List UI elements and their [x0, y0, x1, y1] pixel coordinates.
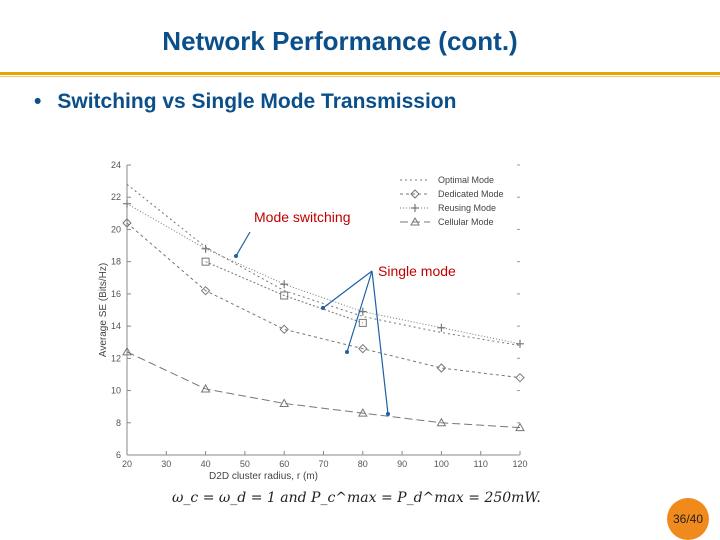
series-point-diamond	[280, 325, 288, 333]
x-tick-label: 50	[239, 459, 250, 469]
x-tick-label: 100	[433, 459, 449, 469]
x-tick-label: 30	[161, 459, 172, 469]
series-line-3	[127, 352, 520, 428]
bullet-text: Switching vs Single Mode Transmission	[57, 90, 457, 113]
bullet-dot-icon: •	[34, 90, 42, 113]
formula-text: ω_c = ω_d = 1 and P_c^max = P_d^max = 250mW.	[172, 490, 541, 506]
x-tick-label: 60	[279, 459, 290, 469]
series-line-1	[127, 223, 520, 378]
y-tick-label: 18	[110, 256, 121, 267]
callout-arrow-head	[234, 254, 238, 258]
x-tick-label: 40	[200, 459, 211, 469]
legend-label: Dedicated Mode	[438, 189, 504, 199]
y-tick-label: 20	[110, 224, 121, 235]
series-point-plus	[202, 245, 210, 253]
series-point-plus	[411, 204, 419, 212]
y-tick-label: 16	[110, 288, 121, 299]
y-tick-label: 6	[115, 450, 121, 460]
legend-label: Reusing Mode	[438, 203, 497, 213]
callout-arrow-head	[321, 306, 325, 310]
y-tick-label: 10	[110, 385, 121, 396]
x-tick-label: 80	[357, 459, 368, 469]
callout-arrow-single	[323, 271, 372, 308]
series-point-plus	[123, 200, 131, 208]
y-tick-label: 12	[110, 353, 121, 364]
callout-arrow-single	[347, 271, 372, 352]
y-axis-label: Average SE (Bits/Hz)	[98, 262, 109, 358]
slide-title: Network Performance (cont.)	[162, 26, 518, 56]
x-tick-label: 120	[512, 459, 528, 469]
callout-arrow-switching	[236, 232, 250, 256]
series-point-plus	[437, 324, 445, 332]
y-tick-label: 8	[115, 417, 121, 428]
x-tick-label: 20	[121, 459, 133, 469]
y-tick-label: 24	[110, 160, 121, 170]
callout-arrow-head	[386, 412, 390, 416]
y-tick-label: 14	[110, 321, 121, 332]
legend-label: Optimal Mode	[438, 175, 495, 185]
x-axis-label: D2D cluster radius, r (m)	[209, 471, 318, 482]
x-tick-label: 110	[473, 459, 488, 469]
callout-single-mode: Single mode	[378, 263, 456, 279]
series-point-plus	[516, 340, 524, 348]
callout-arrow-head	[345, 350, 349, 354]
x-tick-label: 90	[397, 459, 408, 469]
series-point-plus	[280, 280, 288, 288]
y-tick-label: 22	[110, 192, 121, 203]
page-number-badge: 36/40	[667, 498, 709, 540]
callout-arrow-single	[372, 271, 388, 414]
callout-mode-switching: Mode switching	[254, 209, 351, 225]
legend-label: Cellular Mode	[438, 217, 494, 227]
x-tick-label: 70	[318, 459, 329, 469]
